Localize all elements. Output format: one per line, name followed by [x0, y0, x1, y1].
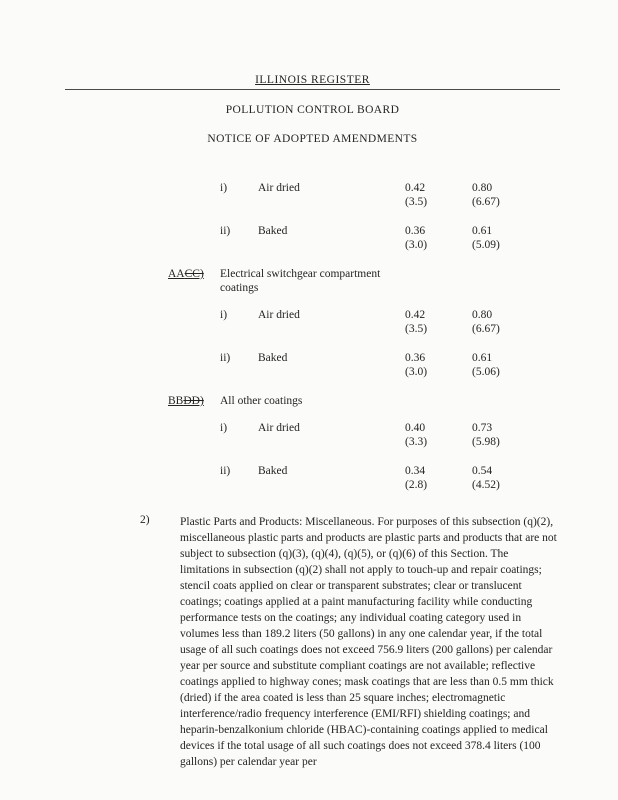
register-title-rule — [65, 74, 560, 90]
value: 0.40 — [405, 422, 426, 434]
table-row — [220, 464, 560, 492]
value-col-1 — [405, 308, 472, 336]
paragraph-text: Plastic Parts and Products: Miscellaneous. For purposes of this subsection (q)(2), miscellaneous plastic parts and products are plastic parts and products that are not subject to subsection (q)(3), (q)(4), (q)(5), or (q)(6) of this Section. The limitations in subsection (q)(2) shall not apply to touch-up and repair coatings; stencil coats applied on clear or transparent substrates; clear or translucent coatings; coatings applied at a paint manufacturing facility while conducting performance tests on the coatings; any individual coating category used in volumes less than 189.2 liters (50 gallons) in any one calendar year, if the total usage of all such coatings does not exceed 756.9 liters (200 gallons) per calendar year per source and substitute compliant coatings are not available; reflective coatings applied to highway cones; mask coatings that are less than 0.5 mm thick (dried) if the area coated is less than 25 square inches; electromagnetic interference/radio frequency interference (EMI/RFI) shielding coatings; and heparin-benzalkonium chloride (HBAC)-containing coatings applied to medical devices if the total usage of all such coatings does not exceed 378.4 liters (100 gallons) per calendar year per — [180, 516, 557, 768]
paragraph-number: 2) — [140, 514, 150, 526]
limits-table — [65, 181, 560, 492]
section-label-added: BB — [168, 395, 184, 407]
value-paren: (3.0) — [405, 366, 428, 378]
value-paren: (5.09) — [472, 239, 500, 251]
value: 0.54 — [472, 465, 493, 477]
value: 0.34 — [405, 465, 426, 477]
value-col-1 — [405, 464, 472, 492]
value-col-1 — [405, 224, 472, 252]
value: 0.73 — [472, 422, 493, 434]
section-label-deleted: CC) — [184, 268, 204, 280]
value: 0.80 — [472, 309, 493, 321]
row-number: ii) — [220, 352, 231, 364]
row-number: i) — [220, 309, 228, 321]
value: 0.42 — [405, 309, 426, 321]
row-number: i) — [220, 182, 228, 194]
section-heading — [168, 394, 560, 408]
value-col-2 — [472, 464, 542, 492]
row-number: ii) — [220, 225, 231, 237]
value: 0.80 — [472, 182, 493, 194]
section-label — [168, 267, 220, 295]
section-heading — [168, 267, 560, 295]
value: 0.42 — [405, 182, 426, 194]
row-name: Air dried — [258, 309, 300, 321]
row-name: Baked — [258, 225, 288, 237]
value-paren: (6.67) — [472, 323, 500, 335]
value-col-2 — [472, 421, 542, 449]
row-name: Air dried — [258, 422, 300, 434]
value-col-1 — [405, 181, 472, 209]
row-number: i) — [220, 422, 228, 434]
value-col-1 — [405, 351, 472, 379]
value-paren: (5.06) — [472, 366, 500, 378]
value-col-1 — [405, 421, 472, 449]
row-name: Baked — [258, 465, 288, 477]
row-number: ii) — [220, 465, 231, 477]
value: 0.36 — [405, 225, 426, 237]
section-label-added: AA — [168, 268, 185, 280]
value-paren: (5.98) — [472, 436, 500, 448]
value-paren: (3.3) — [405, 436, 428, 448]
notice-heading: NOTICE OF ADOPTED AMENDMENTS — [207, 133, 418, 145]
paragraph-item-2 — [65, 514, 560, 770]
row-name: Baked — [258, 352, 288, 364]
table-row — [220, 351, 560, 379]
value-paren: (3.5) — [405, 196, 428, 208]
section-label — [168, 394, 220, 408]
value-paren: (4.52) — [472, 479, 500, 491]
row-name: Air dried — [258, 182, 300, 194]
section-label-deleted: DD) — [183, 395, 204, 407]
value: 0.36 — [405, 352, 426, 364]
table-row — [220, 308, 560, 336]
table-row — [220, 421, 560, 449]
value: 0.61 — [472, 352, 493, 364]
section-name: All other coatings — [220, 395, 303, 407]
board-heading: POLLUTION CONTROL BOARD — [225, 104, 400, 116]
table-row — [220, 181, 560, 209]
value-col-2 — [472, 224, 542, 252]
value: 0.61 — [472, 225, 493, 237]
value-paren: (3.5) — [405, 323, 428, 335]
register-title: ILLINOIS REGISTER — [255, 74, 370, 86]
value-col-2 — [472, 181, 542, 209]
value-paren: (6.67) — [472, 196, 500, 208]
table-row — [220, 224, 560, 252]
section-name: Electrical switchgear compartment coatings — [220, 268, 381, 294]
value-col-2 — [472, 308, 542, 336]
value-col-2 — [472, 351, 542, 379]
value-paren: (3.0) — [405, 239, 428, 251]
value-paren: (2.8) — [405, 479, 428, 491]
